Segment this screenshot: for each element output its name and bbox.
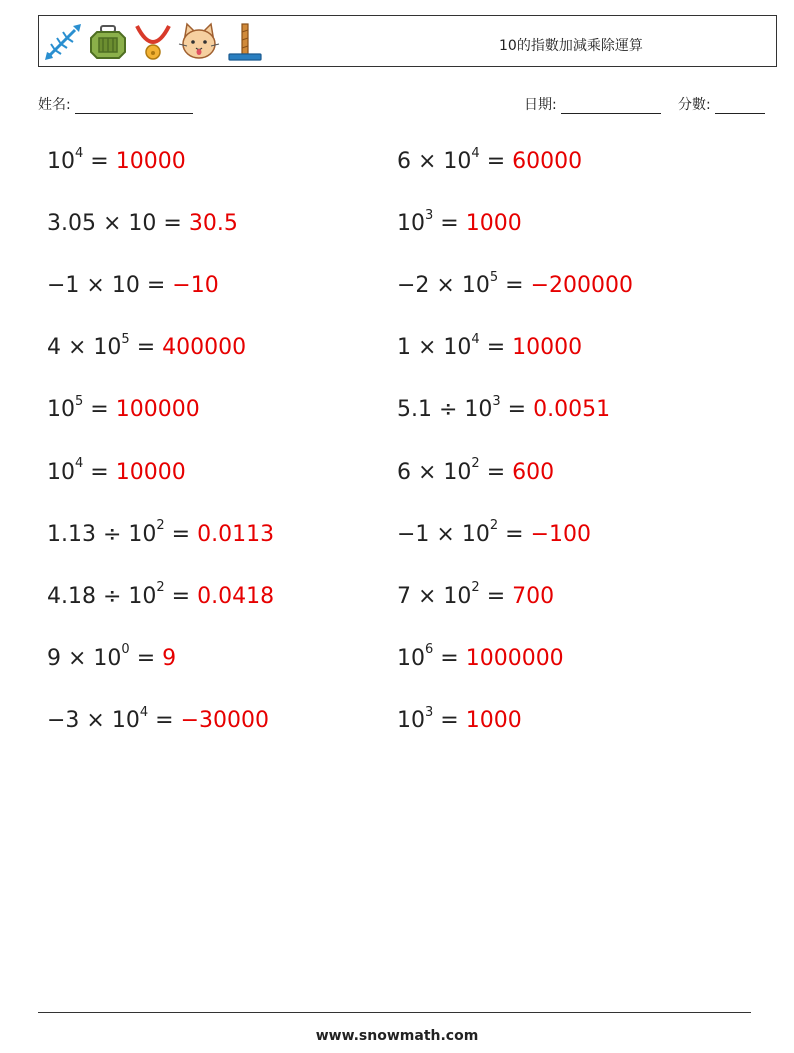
problem-answer: 1000000 [465,645,564,671]
problem-answer: −30000 [180,707,269,733]
fishbone-icon [43,22,83,62]
score-blank[interactable] [715,97,765,114]
problem-expression: 6 × 10 [397,149,472,174]
problem-answer: 10000 [115,459,186,485]
date-field [524,94,661,114]
equals-sign: = [83,459,116,485]
equals-sign: = [164,583,198,609]
score-field [678,94,765,114]
problem-exponent: 4 [75,456,84,472]
collar-icon [133,22,173,62]
problem-exponent: 4 [471,331,480,347]
problem-right [397,390,610,430]
problem-expression: 9 × 10 [47,645,122,671]
problem-exponent: 2 [471,456,480,472]
name-blank[interactable] [75,97,193,114]
problem-right [397,328,582,368]
problem-answer: 60000 [512,149,583,174]
problem-expression: 10 [397,707,425,733]
problem-answer: 600 [512,459,555,485]
problem-exponent: 3 [492,394,501,410]
equals-sign: = [500,397,534,423]
problem-answer: −100 [530,521,591,547]
problem-answer: 1000 [465,211,522,237]
date-blank[interactable] [561,97,661,114]
problem-answer: 9 [162,645,177,671]
name-label: 姓名: [38,97,71,113]
problem-exponent: 5 [75,394,84,410]
problem-left [47,515,274,555]
problem-answer: 0.0051 [533,397,611,423]
problem-exponent: 4 [471,145,480,161]
equals-sign: = [83,149,116,174]
problem-exponent: 4 [139,704,149,720]
problem-answer: 0.0113 [197,521,275,547]
problem-expression: −1 × 10 [397,521,490,547]
problem-right [397,577,554,617]
problem-answer: 100000 [115,397,200,423]
problem-row [0,204,794,244]
problem-row [0,142,794,182]
equals-sign: = [129,335,163,361]
problem-left [47,142,186,182]
problem-expression: −1 × 10 [47,273,140,299]
equals-sign: = [479,583,513,609]
problem-exponent: 3 [425,704,434,720]
equals-sign: = [83,397,116,423]
problem-expression: 6 × 10 [397,459,472,485]
problem-right [397,639,564,679]
name-field [38,94,193,114]
equals-sign: = [479,149,513,174]
problem-right [397,204,522,244]
problem-expression: 4.18 ÷ 10 [47,583,157,609]
problem-answer: 10000 [115,149,186,174]
equals-sign: = [498,521,531,547]
problem-left [47,204,238,244]
problem-exponent: 2 [156,580,165,596]
problem-exponent: 2 [156,518,165,534]
equals-sign: = [498,273,531,299]
problem-answer: 700 [512,583,555,609]
problem-expression: 1 × 10 [397,335,472,361]
problem-answer: −200000 [530,273,633,299]
equals-sign: = [433,645,466,671]
equals-sign: = [148,707,181,733]
equals-sign: = [479,335,513,361]
problem-left [47,701,269,741]
problem-right [397,453,554,493]
problem-answer: 0.0418 [197,583,275,609]
problem-expression: 5.1 ÷ 10 [397,397,493,423]
problem-expression: 10 [397,211,425,237]
problem-expression: 10 [47,397,75,423]
scratching-post-icon [225,22,265,62]
worksheet-title: 10的指數加減乘除運算 [499,38,643,54]
problem-exponent: 6 [425,642,434,658]
problem-expression: 4 × 10 [47,335,122,361]
problem-right [397,701,522,741]
footer-divider [38,1012,751,1013]
problem-row [0,328,794,368]
date-label: 日期: [524,97,557,113]
problem-exponent: 2 [489,518,499,534]
problem-row [0,266,794,306]
equals-sign: = [433,707,466,733]
problem-expression: 10 [397,645,425,671]
problem-expression: −3 × 10 [47,707,140,733]
equals-sign: = [156,211,189,237]
problem-right [397,266,633,306]
footer-url: www.snowmath.com [315,1028,479,1044]
equals-sign: = [164,521,198,547]
header-icons [43,20,265,64]
problem-row [0,453,794,493]
problem-expression: 1.13 ÷ 10 [47,521,157,547]
equals-sign: = [479,459,513,485]
equals-sign: = [139,273,173,299]
problem-exponent: 2 [471,580,480,596]
problem-answer: 1000 [465,707,522,733]
problem-left [47,639,176,679]
problem-expression: 7 × 10 [397,583,472,609]
problem-row [0,701,794,741]
pet-carrier-icon [87,22,129,62]
score-label: 分數: [678,97,711,113]
problem-expression: 10 [47,459,75,485]
cat-face-icon [177,22,221,62]
problem-exponent: 5 [489,269,499,285]
problem-row [0,577,794,617]
problem-left [47,390,200,430]
problem-answer: 400000 [162,335,247,361]
equals-sign: = [129,645,163,671]
problem-exponent: 0 [121,642,130,658]
problem-expression: −2 × 10 [397,273,490,299]
header-box [38,15,777,67]
problem-left [47,328,246,368]
problem-left [47,266,219,306]
problem-left [47,577,274,617]
problem-row [0,515,794,555]
problem-answer: 30.5 [188,211,238,237]
problem-answer: 10000 [512,335,583,361]
problem-row [0,639,794,679]
problem-right [397,142,582,182]
problem-answer: −10 [172,273,219,299]
problem-right [397,515,591,555]
equals-sign: = [433,211,466,237]
problem-exponent: 5 [121,331,130,347]
problem-expression: 3.05 × 10 [47,211,157,237]
problem-exponent: 4 [75,145,84,161]
problem-exponent: 3 [425,207,434,223]
problem-expression: 10 [47,149,75,174]
problem-left [47,453,186,493]
problem-row [0,390,794,430]
